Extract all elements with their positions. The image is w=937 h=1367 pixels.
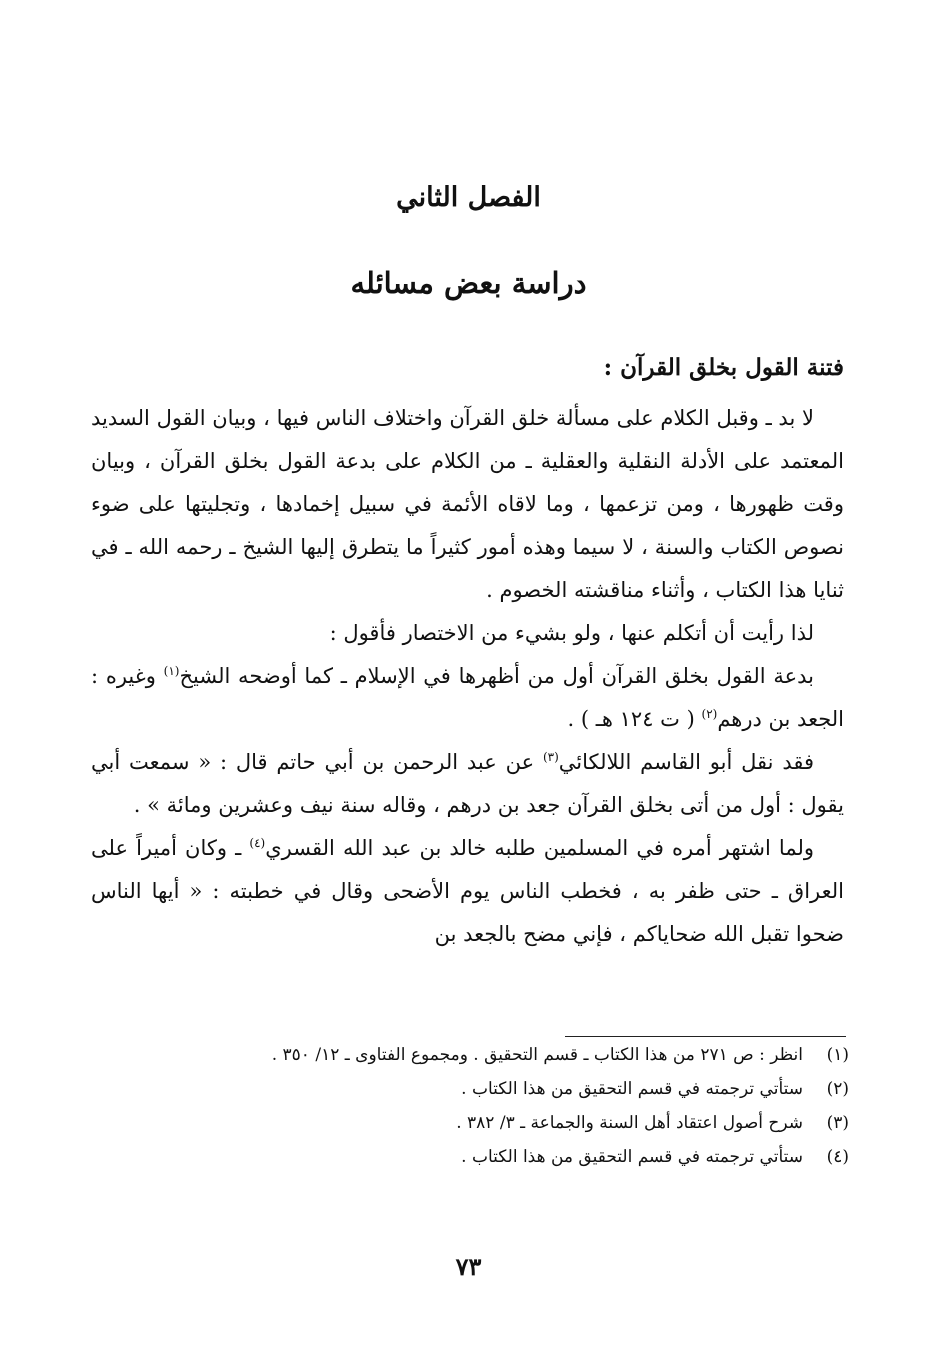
footnote-item [87, 1142, 849, 1172]
footnote-ref-3[interactable]: (٣) [542, 750, 559, 764]
paragraph-5-part-b: ـ وكان أميراً على العراق ـ حتى ظفر به ، فخطب الناس يوم الأضحى وقال في خطبته : « أيها الناس ضحوا تقبل الله ضحاياكم ، فإني مضح بالجعد بن [91, 836, 844, 946]
paragraph-5 [91, 827, 844, 956]
footnote-ref-4[interactable]: (٤) [249, 836, 266, 850]
footnote-item [87, 1074, 849, 1104]
paragraph-3-part-c: ( ت ١٢٤ هـ ) . [567, 707, 702, 731]
paragraph-4-part-b: عن عبد الرحمن بن أبي حاتم قال : « سمعت أبي يقول : أول من أتى بخلق القرآن جعد بن درهم ، وقاله سنة نيف وعشرين ومائة » . [91, 750, 844, 817]
footnote-number: (٢) [826, 1079, 849, 1099]
chapter-title: الفصل الثاني [396, 182, 541, 213]
footnote-number: (٣) [826, 1113, 849, 1133]
footnote-text: ستأتي ترجمته في قسم التحقيق من هذا الكتاب . [461, 1147, 803, 1167]
footnote-item [87, 1040, 849, 1070]
footnote-number: (٤) [826, 1147, 849, 1167]
paragraph-3-part-b: وغيره : الجعد بن درهم [91, 664, 844, 731]
footnote-item [87, 1108, 849, 1138]
paragraph-1: لا بد ـ وقبل الكلام على مسألة خلق القرآن واختلاف الناس فيها ، وبيان القول السديد المعتمد على الأدلة النقلية والعقلية ـ من الكلام على بدعة القول بخلق القرآن ، وبيان وقت ظهورها ، ومن تزعمها ، وما لاقاه الأئمة في سبيل إخمادها ، وتجليتها على ضوء نصوص الكتاب والسنة ، لا سيما وهذه أمور كثيراً ما يتطرق إليها الشيخ ـ رحمه الله ـ في ثنايا هذا الكتاب ، وأثناء مناقشته الخصوم . [91, 406, 844, 602]
paragraph-4-part-a: فقد نقل أبو القاسم اللالكائي [558, 750, 815, 774]
paragraph-3-part-a: بدعة القول بخلق القرآن أول من أظهرها في الإسلام ـ كما أوضحه الشيخ [179, 664, 814, 688]
footnote-text: انظر : ص ٢٧١ من هذا الكتاب ـ قسم التحقيق . ومجموع الفتاوى ـ ١٢/ ٣٥٠ . [271, 1045, 803, 1065]
paragraph-3 [91, 655, 844, 741]
chapter-subtitle: دراسة بعض مسائله [350, 266, 587, 300]
footnote-text: شرح أصول اعتقاد أهل السنة والجماعة ـ ٣/ ٣٨٢ . [456, 1113, 803, 1133]
footnote-ref-1[interactable]: (١) [163, 664, 180, 678]
body-text [91, 346, 844, 956]
paragraph-4 [91, 741, 844, 827]
footnote-ref-2[interactable]: (٢) [701, 707, 718, 721]
footnote-number: (١) [826, 1045, 849, 1065]
footnote-text: ستأتي ترجمته في قسم التحقيق من هذا الكتاب . [461, 1079, 803, 1099]
paragraph-5-part-a: ولما اشتهر أمره في المسلمين طلبه خالد بن عبد الله القسري [265, 836, 815, 860]
footnote-divider [565, 1036, 846, 1037]
page-number: ٧٣ [455, 1252, 482, 1281]
paragraph-2: لذا رأيت أن أتكلم عنها ، ولو بشيء من الاختصار فأقول : [329, 621, 814, 645]
section-heading: فتنة القول بخلق القرآن : [603, 354, 844, 381]
footnotes [87, 1040, 849, 1176]
